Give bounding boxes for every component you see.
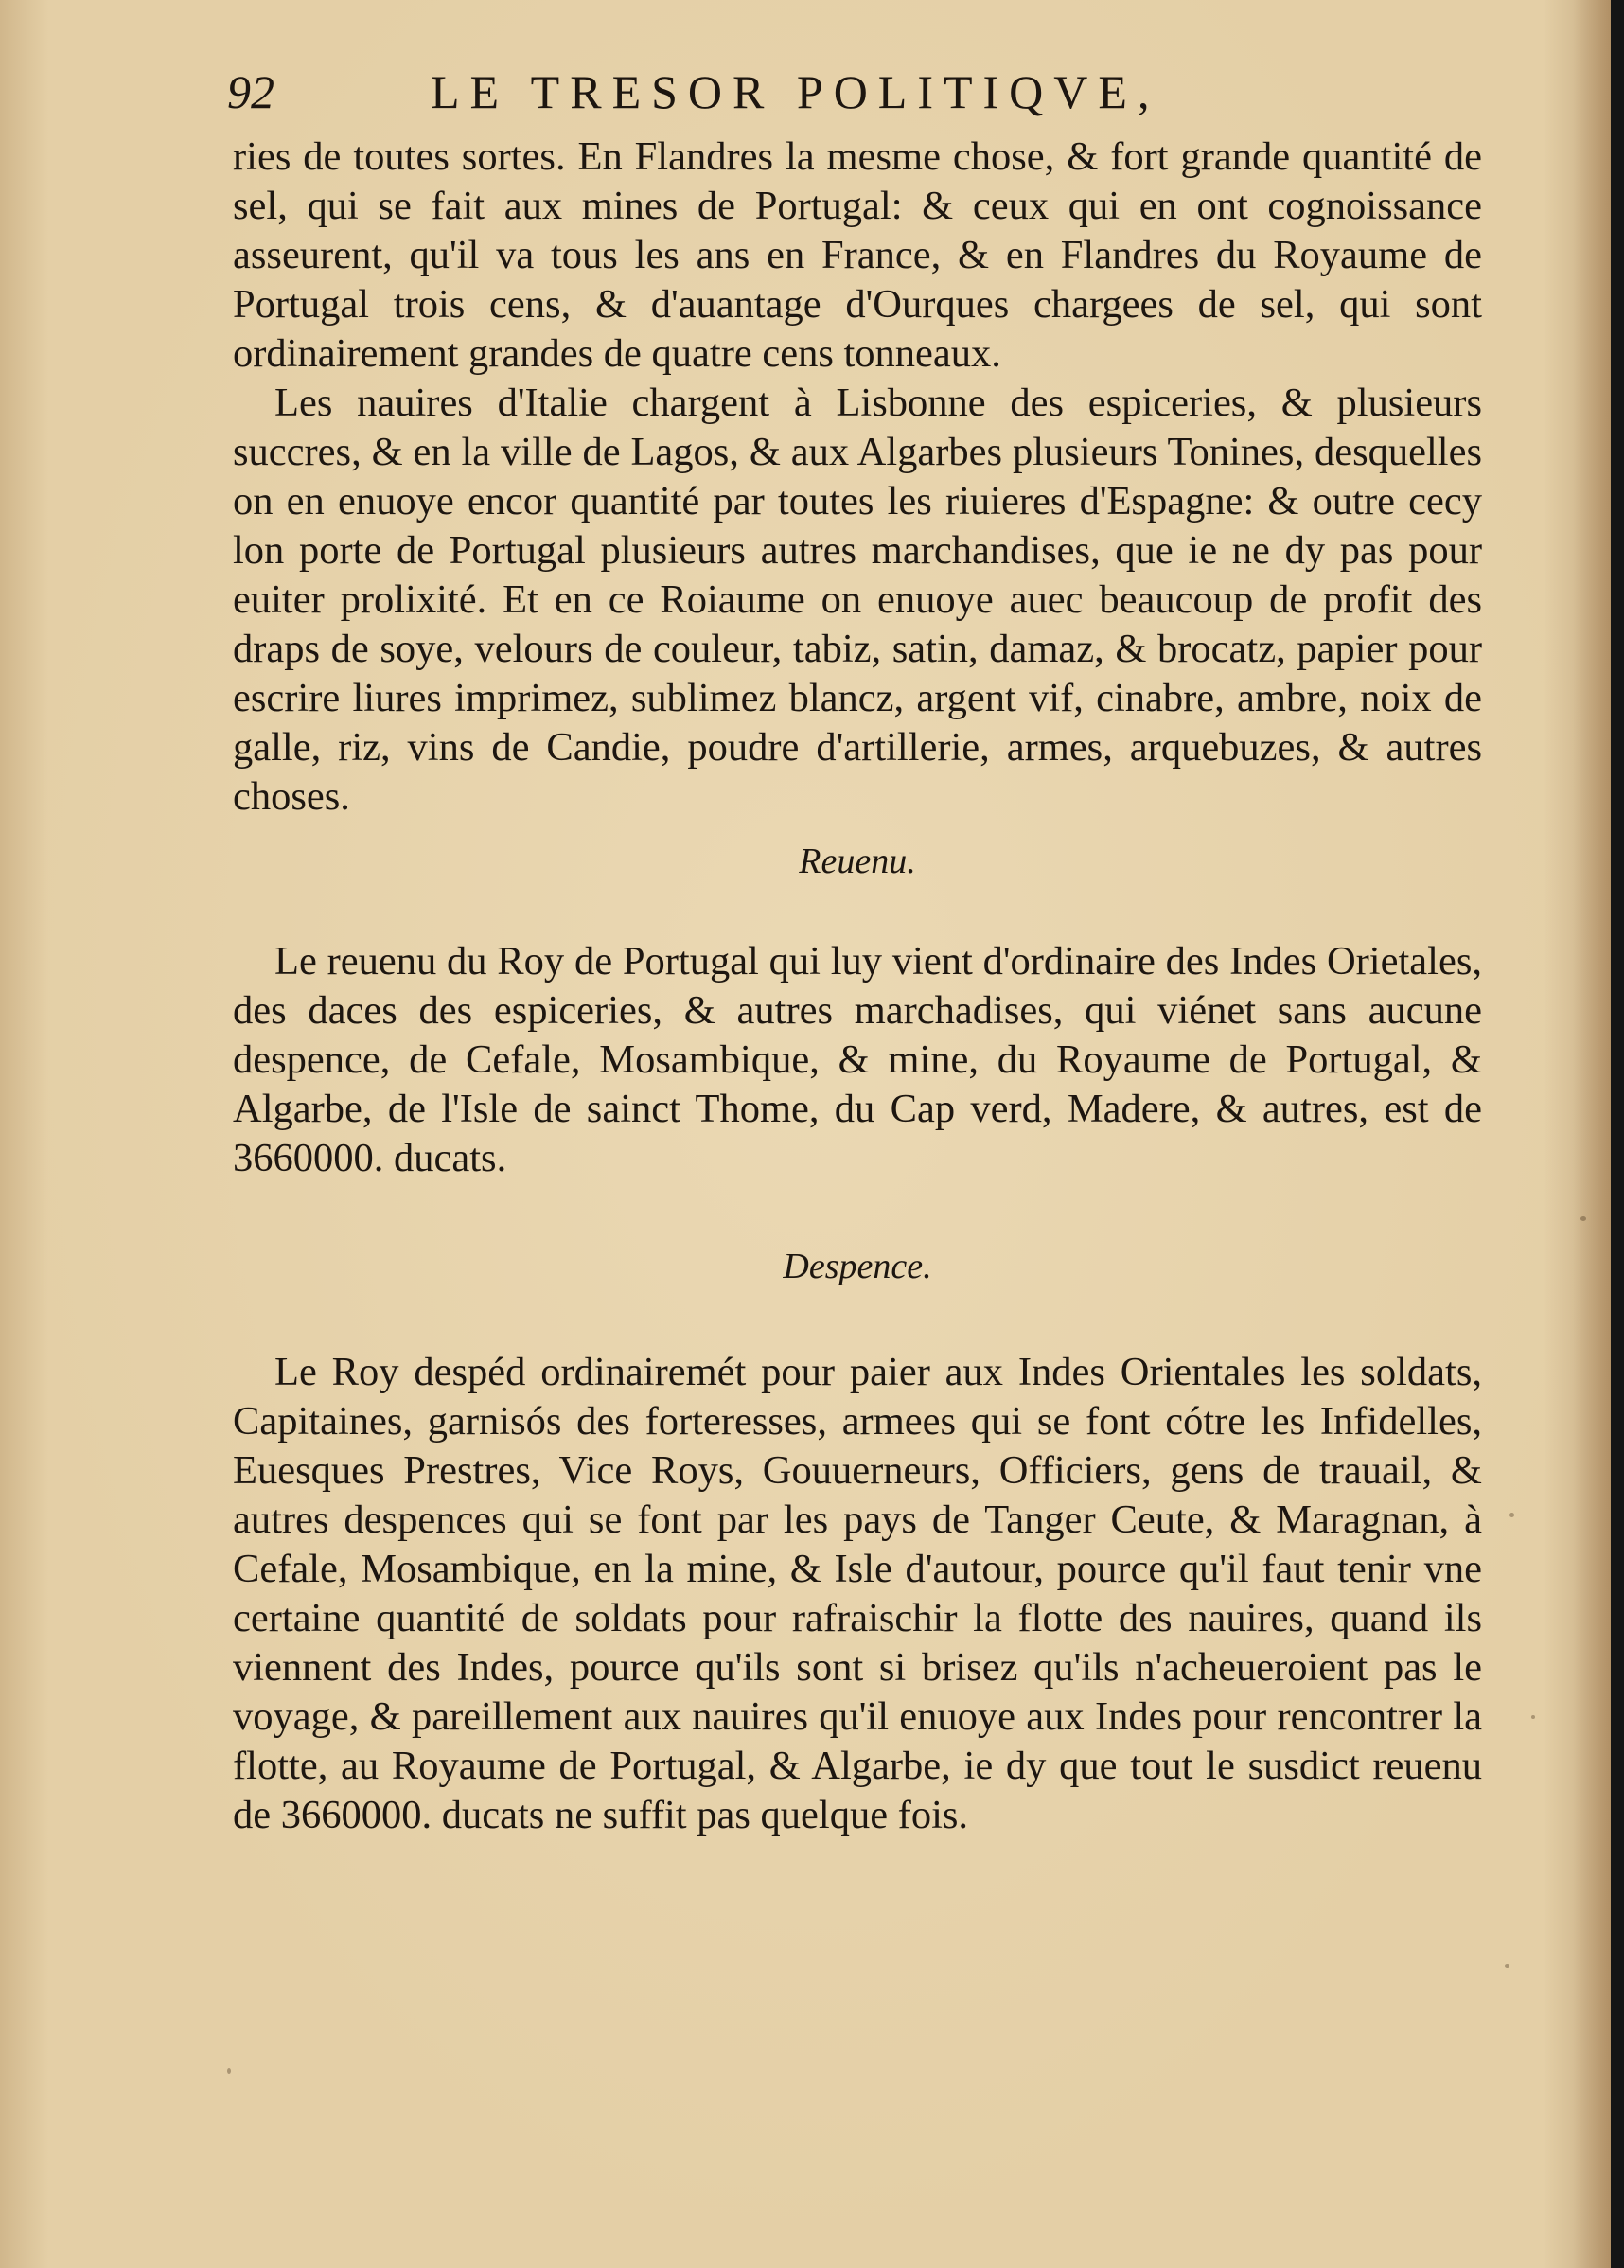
ink-speck [1509, 1513, 1514, 1517]
ink-speck [1531, 1715, 1535, 1719]
running-title: LE TRESOR POLITIQVE, [431, 65, 1160, 118]
paragraph-revenue: Le reuenu du Roy de Portugal qui luy vient d'ordinaire des Indes Orietales, des daces des espiceries, & autres marchadises, qui viénet sans aucune despence, de Cefale, Mosambique, & mine, du Royaume de Portugal, & Algarbe, de l'Isle de sainct Thome, du Cap verd, Madere, & autres, est de 3660000. ducats. [233, 939, 1482, 1180]
paragraph-expense: Le Roy despéd ordinairemét pour paier aux Indes Orientales les soldats, Capitaines, garnisós des forteresses, armees qui se font cótre les Infidelles, Euesques Prestres, Vice Roys, Gouuerneurs, Officiers, gens de trauail, & autres despences qui se font par les pays de Tanger Ceute, & Maragnan, à Cefale, Mosambique, en la mine, & Isle d'autour, pource qu'il faut tenir vne certaine quantité de soldats pour rafraischir la flotte des nauires, quand ils viennent des Indes, pource qu'ils sont si brisez qu'ils n'acheueroient pas le voyage, & pareillement aux nauires qu'il enuoye aux Indes pour rencontrer la flotte, au Royaume de Portugal, & Algarbe, ie dy que tout le susdict reuenu de 3660000. ducats ne suffit pas quelque fois. [233, 1350, 1482, 1837]
paragraph-trade-flanders: ries de toutes sortes. En Flandres la mesme chose, & fort grande quantité de sel, qui se fait aux mines de Portugal: & ceux qui en ont cognoissance asseurent, qu'il va tous les ans en France, & en Flandres du Royaume de Portugal trois cens, & d'auantage d'Ourques chargees de sel, qui sont ordinairement grandes de quatre cens tonneaux. [233, 134, 1482, 376]
ink-speck [1505, 1964, 1509, 1968]
section-heading-expense: Despence. [783, 1247, 932, 1286]
section-heading-revenue: Reuenu. [799, 842, 916, 881]
body-text [233, 133, 1482, 1840]
page-number: 92 [227, 65, 274, 118]
ink-speck [1580, 1216, 1586, 1221]
running-head [227, 59, 1344, 125]
paragraph-italian-ships: Les nauires d'Italie chargent à Lisbonne des espiceries, & plusieurs succres, & en la ville de Lagos, & aux Algarbes plusieurs Tonines, desquelles on en enuoye encor quantité par toutes les riuieres d'Espagne: & outre cecy lon porte de Portugal plusieurs autres marchandises, que ie ne dy pas pour euiter prolixité. Et en ce Roiaume on enuoye auec beaucoup de profit des draps de soye, velours de couleur, tabiz, satin, damaz, & brocatz, papier pour escrire liures imprimez, sublimez blancz, argent vif, cinabre, ambre, noix de galle, riz, vins de Candie, poudre d'artillerie, armes, arquebuzes, & autres choses. [233, 381, 1482, 819]
ink-speck [227, 2068, 231, 2074]
